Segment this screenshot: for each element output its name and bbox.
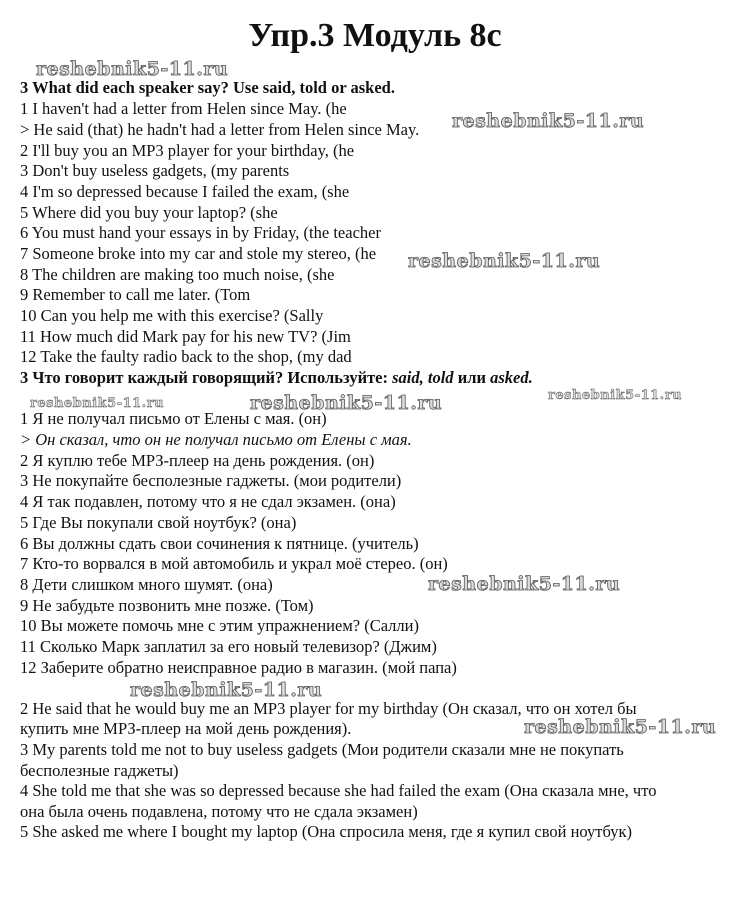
answer-2-line-1: 2 He said that he would buy me an MP3 player for my birthday (Он сказал, что он хотел бы (20, 699, 637, 718)
english-line-4: 4 I'm so depressed because I failed the exam, (she (20, 182, 350, 201)
answer-3-line-2: бесполезные гаджеты) (20, 761, 179, 780)
answer-4-line-1: 4 She told me that she was so depressed because she had failed the exam (Она сказала мне, что (20, 781, 657, 800)
watermark: reshebnik5-11.ru (250, 392, 443, 414)
russian-example: > Он сказал, что он не получал письмо от Елены с мая. (20, 430, 412, 449)
watermark: reshebnik5-11.ru (130, 679, 323, 701)
answer-4-line-2: она была очень подавлена, потому что не сдала экзамен) (20, 802, 418, 821)
page-title: Упр.3 Модуль 8с (248, 17, 502, 54)
english-line-10: 10 Can you help me with this exercise? (Sally (20, 306, 324, 325)
russian-line-1: 1 Я не получал письмо от Елены с мая. (он) (20, 409, 327, 428)
watermark: reshebnik5-11.ru (36, 58, 229, 80)
english-line-9: 9 Remember to call me later. (Tom (20, 285, 251, 304)
russian-heading (20, 368, 533, 388)
watermark: reshebnik5-11.ru (548, 388, 683, 403)
english-line-3: 3 Don't buy useless gadgets, (my parents (20, 161, 290, 180)
watermark: reshebnik5-11.ru (428, 573, 621, 595)
russian-heading-prefix: 3 Что говорит каждый говорящий? Используйте: (20, 368, 393, 387)
english-line-8: 8 The children are making too much noise, (she (20, 265, 335, 284)
english-line-6: 6 You must hand your essays in by Friday, (the teacher (20, 223, 381, 242)
russian-line-2: 2 Я куплю тебе МРЗ-плеер на день рождения. (он) (20, 451, 375, 470)
russian-heading-words: said, told (392, 368, 454, 387)
russian-line-7: 7 Кто-то ворвался в мой автомобиль и украл моё стерео. (он) (20, 554, 448, 573)
watermark: reshebnik5-11.ru (408, 250, 601, 272)
russian-line-9: 9 Не забудьте позвонить мне позже. (Том) (20, 596, 314, 615)
english-line-7: 7 Someone broke into my car and stole my stereo, (he (20, 244, 377, 263)
russian-line-4: 4 Я так подавлен, потому что я не сдал экзамен. (она) (20, 492, 396, 511)
russian-line-3: 3 Не покупайте бесполезные гаджеты. (мои родители) (20, 471, 402, 490)
answer-5-line-1: 5 She asked me where I bought my laptop (Она спросила меня, где я купил свой ноутбук) (20, 822, 633, 841)
watermark: reshebnik5-11.ru (524, 716, 717, 738)
english-heading: 3 What did each speaker say? Use said, told or asked. (20, 78, 395, 97)
russian-line-11: 11 Сколько Марк заплатил за его новый телевизор? (Джим) (20, 637, 437, 656)
english-line-11: 11 How much did Mark pay for his new TV? (Jim (20, 327, 351, 346)
watermark: reshebnik5-11.ru (452, 110, 645, 132)
english-line-1: 1 I haven't had a letter from Helen since May. (he (20, 99, 347, 118)
english-line-2: 2 I'll buy you an MP3 player for your birthday, (he (20, 141, 355, 160)
russian-heading-or: или (453, 368, 491, 387)
russian-heading-last: asked. (490, 368, 533, 387)
english-line-12: 12 Take the faulty radio back to the shop, (my dad (20, 347, 352, 366)
russian-line-5: 5 Где Вы покупали свой ноутбук? (она) (20, 513, 297, 532)
russian-line-12: 12 Заберите обратно неисправное радио в магазин. (мой папа) (20, 658, 457, 677)
english-line-5: 5 Where did you buy your laptop? (she (20, 203, 278, 222)
russian-line-6: 6 Вы должны сдать свои сочинения к пятнице. (учитель) (20, 534, 419, 553)
watermark: reshebnik5-11.ru (30, 396, 165, 411)
english-example: > He said (that) he hadn't had a letter from Helen since May. (20, 120, 420, 139)
answer-2-line-2: купить мне МРЗ-плеер на мой день рождения). (20, 719, 352, 738)
russian-line-8: 8 Дети слишком много шумят. (она) (20, 575, 273, 594)
russian-line-10: 10 Вы можете помочь мне с этим упражнением? (Салли) (20, 616, 419, 635)
answer-3-line-1: 3 My parents told me not to buy useless gadgets (Мои родители сказали мне не покупать (20, 740, 624, 759)
